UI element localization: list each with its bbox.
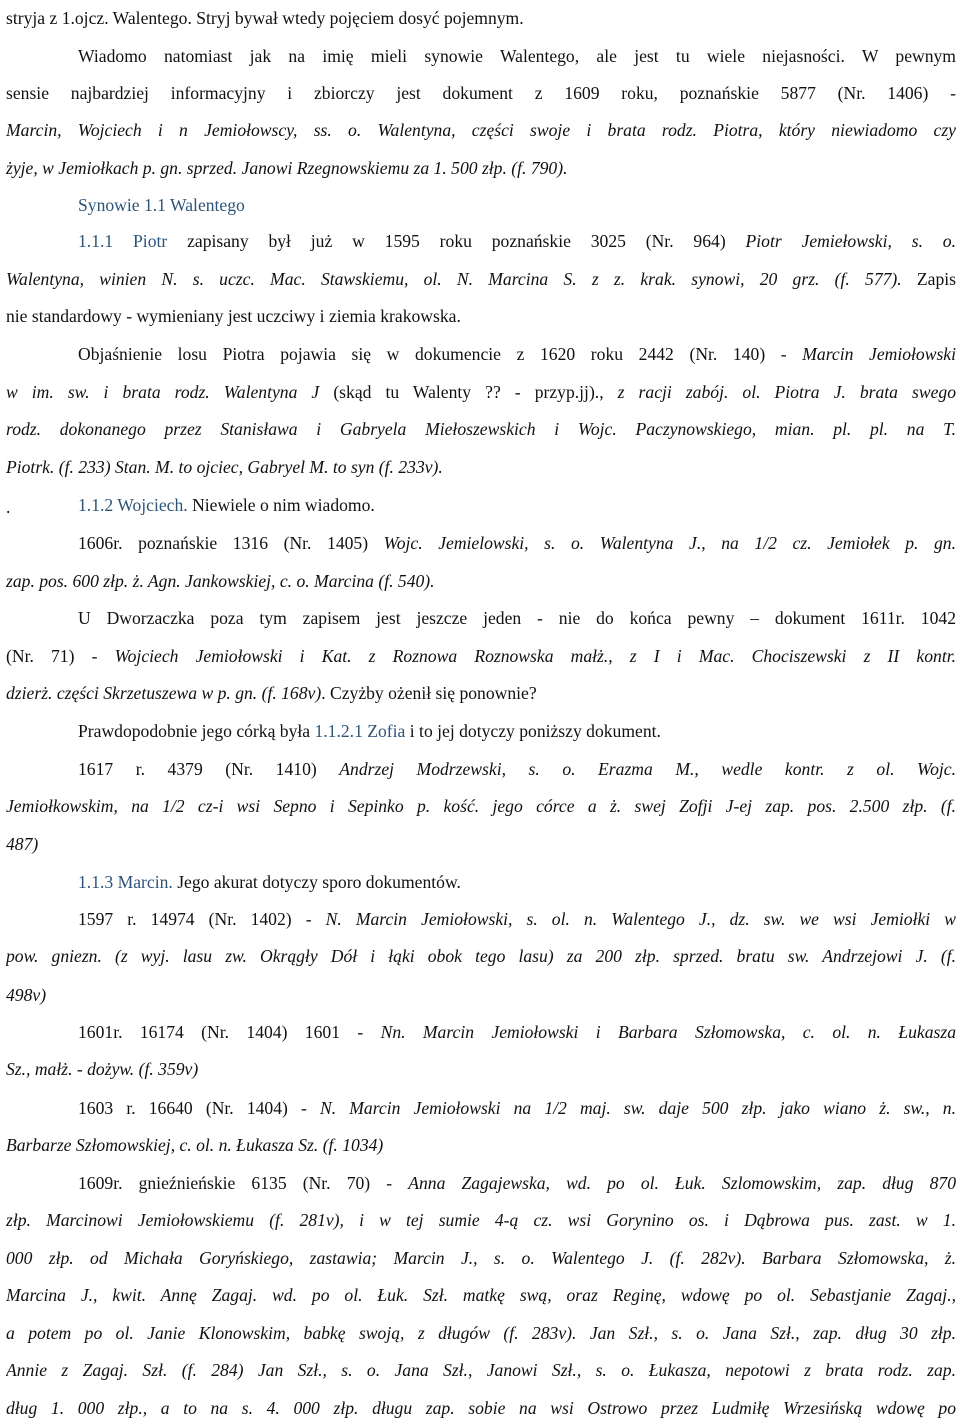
italic-text-run: Sz., małż. - dożyw. (f. 359v) bbox=[6, 1059, 199, 1079]
italic-text-run: Marcina J., kwit. Annę Zagaj. wd. po ol. Łuk. Szł. matkę swą, oraz Reginę, wdowę po ol. Sebastjanie Zagaj., bbox=[6, 1285, 956, 1305]
italic-text-run: rodz. dokonanego przez Stanisława i Gabryela Miełoszewskich i Wojc. Paczynowskiego, mian. pl. pl. na T. bbox=[6, 419, 956, 439]
italic-text-run: Andrzej Modrzewski, s. o. Erazma M., wedle kontr. z ol. Wojc. bbox=[339, 759, 956, 779]
italic-text-run: a potem po ol. Janie Klonowskim, babkę swoją, z długów (f. 283v). Jan Szł., s. o. Jana Szł., zap. dług 30 złp. bbox=[6, 1323, 956, 1343]
text-line bbox=[6, 81, 956, 105]
text-line bbox=[6, 794, 956, 818]
text-line bbox=[78, 1020, 956, 1044]
section-heading: 1.1.2 Wojciech. bbox=[78, 495, 188, 515]
italic-text-run: żyje, w Jemiołkach p. gn. sprzed. Janowi Rzegnowskiemu za 1. 500 złp. (f. 790). bbox=[6, 158, 568, 178]
text-line bbox=[6, 944, 956, 968]
stray-period: . bbox=[6, 497, 11, 517]
italic-text-run: N. Marcin Jemiołowski na 1/2 maj. sw. daje 500 złp. jako wiano ż. sw., n. bbox=[319, 1098, 956, 1118]
text-line bbox=[6, 118, 956, 142]
text-run: (Nr. 71) - bbox=[6, 646, 115, 666]
text-line bbox=[6, 1283, 956, 1307]
text-run: sensie najbardziej informacyjny i zbiorczy jest dokument z 1609 roku, poznańskie 5877 (Nr. 1406) - bbox=[6, 83, 956, 103]
italic-text-run: Wojc. Jemielowski, s. o. Walentyna J., na 1/2 cz. Jemiołek p. gn. bbox=[383, 533, 956, 553]
text-run: 1617 r. 4379 (Nr. 1410) bbox=[78, 759, 340, 779]
text-run: zapisany był już w 1595 roku poznańskie 3025 (Nr. 964) bbox=[167, 231, 746, 251]
text-line bbox=[6, 1321, 956, 1345]
text-line bbox=[78, 493, 956, 517]
text-run: . Czyżby ożenił się ponownie? bbox=[321, 683, 537, 703]
text-run: 1606r. poznańskie 1316 (Nr. 1405) bbox=[78, 533, 384, 553]
text-run: Jego akurat dotyczy sporo dokumentów. bbox=[172, 872, 461, 892]
text-run: 1603 r. 16640 (Nr. 1404) - bbox=[78, 1098, 320, 1118]
italic-text-run: 487) bbox=[6, 834, 39, 854]
italic-text-run: Marcin, Wojciech i n Jemiołowscy, ss. o. Walentyna, części swoje i brata rodz. Piotra, który niewiadomo czy bbox=[6, 120, 956, 140]
text-line bbox=[78, 606, 956, 630]
italic-text-run: zap. pos. 600 złp. ż. Agn. Jankowskiej, c. o. Marcina (f. 540). bbox=[6, 571, 435, 591]
text-line bbox=[6, 569, 956, 593]
text-run: Zapis bbox=[901, 269, 956, 289]
text-run: 1601r. 16174 (Nr. 1404) 1601 - bbox=[78, 1022, 381, 1042]
italic-text-run: Marcin Jemiołowski bbox=[802, 344, 956, 364]
italic-text-run: Piotrk. (f. 233) Stan. M. to ojciec, Gabryel M. to syn (f. 233v). bbox=[6, 457, 443, 477]
text-line bbox=[6, 983, 956, 1007]
text-line bbox=[78, 907, 956, 931]
text-line bbox=[78, 757, 956, 781]
section-heading: Synowie 1.1 Walentego bbox=[78, 195, 245, 215]
text-run: (skąd tu Walenty ?? - przyp.jj). bbox=[333, 382, 600, 402]
text-line bbox=[6, 417, 956, 441]
text-line bbox=[6, 267, 956, 291]
italic-text-run: dług 1. 000 złp., a to na s. 4. 000 złp. długu zap. sobie na wsi Ostrowo przez Ludmiłę Wrzesińską wdowę po bbox=[6, 1398, 956, 1418]
text-line bbox=[78, 44, 956, 68]
text-run: stryja z 1.ojcz. Walentego. Stryj bywał wtedy pojęciem dosyć pojemnym. bbox=[6, 8, 524, 28]
italic-text-run: Piotr Jemiełowski, s. o. bbox=[745, 231, 956, 251]
section-heading: 1.1.1 Piotr bbox=[78, 231, 168, 251]
text-line bbox=[78, 531, 956, 555]
text-run: i to jej dotyczy poniższy dokument. bbox=[405, 721, 661, 741]
italic-text-run: Barbarze Szłomowskiej, c. ol. n. Łukasza Sz. (f. 1034) bbox=[6, 1135, 384, 1155]
text-run: Objaśnienie losu Piotra pojawia się w dokumencie z 1620 roku 2442 (Nr. 140) - bbox=[78, 344, 803, 364]
text-run: 1609r. gnieźnieńskie 6135 (Nr. 70) - bbox=[78, 1173, 409, 1193]
italic-text-run: Walentyna, winien N. s. uczc. Mac. Stawskiemu, ol. N. Marcina S. z z. krak. synowi, 20 grz. (f. 577). bbox=[6, 269, 902, 289]
text-line bbox=[6, 681, 956, 705]
person-heading: 1.1.2.1 Zofia bbox=[314, 721, 406, 741]
italic-text-run: w im. sw. i brata rodz. Walentyna J bbox=[6, 382, 334, 402]
text-line bbox=[6, 156, 956, 180]
italic-text-run: Annie z Zagaj. Szł. (f. 284) Jan Szł., s. o. Jana Szł., Janowi Szł., s. o. Łukasza, nepotowi z brata rodz. zap. bbox=[6, 1360, 956, 1380]
text-line bbox=[78, 1096, 956, 1120]
text-line bbox=[6, 304, 956, 328]
italic-text-run: , z racji zabój. ol. Piotra J. brata swego bbox=[599, 382, 956, 402]
text-line bbox=[6, 1246, 956, 1270]
italic-text-run: Nn. Marcin Jemiołowski i Barbara Szłomowska, c. ol. n. Łukasza bbox=[380, 1022, 956, 1042]
italic-text-run: złp. Marcinowi Jemiołowskiemu (f. 281v), i w tej sumie 4-ą cz. wsi Gorynino os. i Dąbrowa pus. zast. w 1. bbox=[6, 1210, 956, 1230]
text-run: Prawdopodobnie jego córką była bbox=[78, 721, 315, 741]
text-line bbox=[6, 1057, 956, 1081]
italic-text-run: dzierż. części Skrzetuszewa w p. gn. (f. 168v) bbox=[6, 683, 322, 703]
text-line bbox=[6, 832, 956, 856]
italic-text-run: 000 złp. od Michała Goryńskiego, zastawia; Marcin J., s. o. Walentego J. (f. 282v). Barbara Szłomowska, ż. bbox=[6, 1248, 956, 1268]
text-line bbox=[78, 342, 956, 366]
section-heading: 1.1.3 Marcin. bbox=[78, 872, 173, 892]
italic-text-run: Wojciech Jemiołowski i Kat. z Roznowa Roznowska małż., z I i Mac. Chociszewski z II kontr. bbox=[114, 646, 956, 666]
text-run: 1597 r. 14974 (Nr. 1402) - bbox=[78, 909, 326, 929]
text-line bbox=[78, 193, 956, 217]
italic-text-run: Jemiołkowskim, na 1/2 cz-i wsi Sepno i Sepinko p. kość. jego córce a ż. swej Zofji J-ej zap. pos. 2.500 złp. (f. bbox=[6, 796, 956, 816]
italic-text-run: 498v) bbox=[6, 985, 47, 1005]
text-line bbox=[78, 229, 956, 253]
text-run: Niewiele o nim wiadomo. bbox=[187, 495, 375, 515]
text-line bbox=[6, 1208, 956, 1232]
text-line bbox=[6, 644, 956, 668]
italic-text-run: Anna Zagajewska, wd. po ol. Łuk. Szlomowskim, zap. dług 870 bbox=[408, 1173, 956, 1193]
text-line bbox=[6, 455, 956, 479]
text-run: Wiadomo natomiast jak na imię mieli synowie Walentego, ale jest tu wiele niejasności. W pewnym bbox=[78, 46, 956, 66]
text-line bbox=[78, 1171, 956, 1195]
text-line bbox=[6, 1133, 956, 1157]
text-line bbox=[6, 380, 956, 404]
italic-text-run: N. Marcin Jemiołowski, s. ol. n. Walentego J., dz. sw. we wsi Jemiołki w bbox=[325, 909, 956, 929]
italic-text-run: pow. gniezn. (z wyj. lasu zw. Okrągły Dół i łąki obok tego lasu) za 200 złp. sprzed. bratu sw. Andrzejowi J. (f. bbox=[6, 946, 956, 966]
text-line bbox=[78, 870, 956, 894]
text-line bbox=[6, 6, 956, 30]
text-run: nie standardowy - wymieniany jest uczciwy i ziemia krakowska. bbox=[6, 306, 461, 326]
text-run: U Dworzaczka poza tym zapisem jest jeszcze jeden - nie do końca pewny – dokument 1611r. 1042 bbox=[78, 608, 956, 628]
text-line bbox=[6, 1358, 956, 1382]
text-line bbox=[6, 1396, 956, 1420]
text-line bbox=[78, 719, 956, 743]
